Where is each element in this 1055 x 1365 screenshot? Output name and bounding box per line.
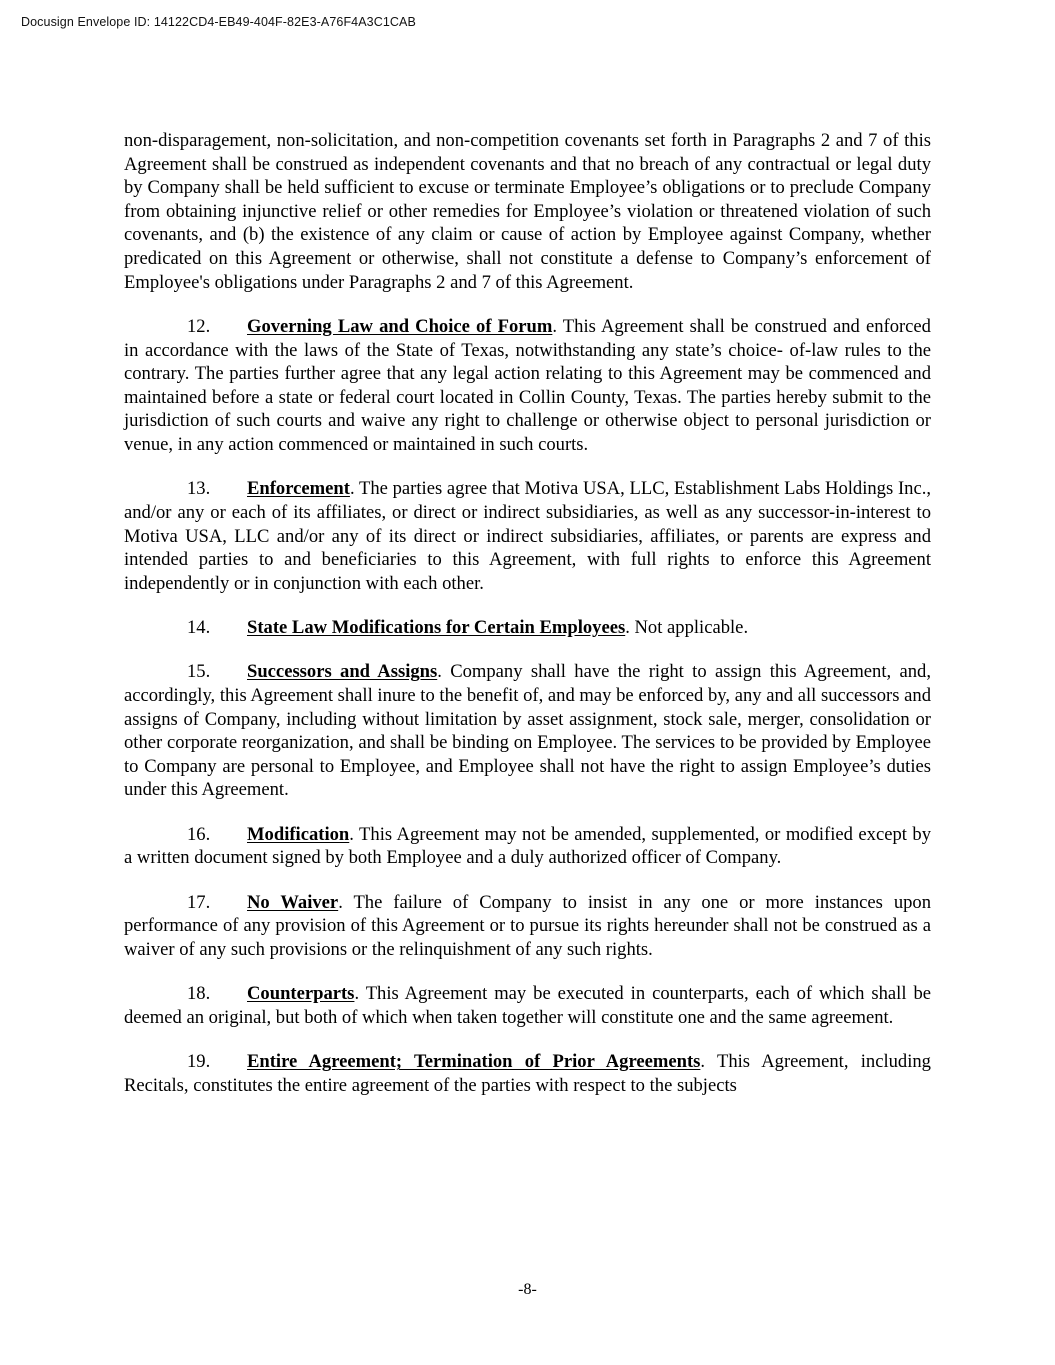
section-body: . This Agreement, including Recitals, constitutes the entire agreement of the parties with respect to the subjects	[124, 1051, 931, 1096]
section-body: . The parties agree that Motiva USA, LLC, Establishment Labs Holdings Inc., and/or any or each of its affiliates, or direct or indirect subsidiaries, as well as any successor-in-interest to Motiva USA, LLC and/or any of its direct or indirect subsidiaries, affiliates, or parents are express and intended parties to and beneficiaries to this Agreement, with full rights to enforce this Agreement independently or in conjunction with each other.	[124, 478, 931, 594]
section-17	[124, 891, 931, 962]
section-body: . This Agreement shall be construed and enforced in accordance with the laws of the State of Texas, notwithstanding any state’s choice- of-law rules to the contrary. The parties further agree that any legal action relating to this Agreement may be commenced and maintained before a state or federal court located in Collin County, Texas. The parties hereby submit to the jurisdiction of such courts and waive any right to challenge or otherwise object to personal jurisdiction or venue, in any action commenced or maintained in such courts.	[124, 315, 931, 455]
section-body: . This Agreement may be executed in counterparts, each of which shall be deemed an original, but both of which when taken together will constitute one and the same agreement.	[124, 983, 931, 1028]
section-number: 19.	[187, 1051, 211, 1073]
section-12	[124, 315, 931, 457]
section-number: 14.	[187, 617, 211, 639]
section-heading: No Waiver	[247, 891, 339, 913]
section-heading: Modification	[247, 823, 350, 845]
section-body: . Company shall have the right to assign this Agreement, and, accordingly, this Agreement shall inure to the benefit of, and may be enforced by, any and all successors and assigns of Company, including without limitation by asset assignment, stock sale, merger, consolidation or other corporate reorganization, and shall be binding on Employee. The services to be provided by Employee to Company are personal to Employee, and Employee shall not have the right to assign Employee’s duties under this Agreement.	[124, 661, 931, 801]
section-number: 12.	[187, 315, 211, 337]
section-heading: Entire Agreement; Termination of Prior Agreements	[247, 1051, 701, 1073]
section-heading: State Law Modifications for Certain Employees	[247, 617, 626, 639]
section-heading: Successors and Assigns	[247, 661, 438, 683]
intro-paragraph: non-disparagement, non-solicitation, and non-competition covenants set forth in Paragraphs 2 and 7 of this Agreement shall be construed as independent covenants and that no breach of any contractual or legal duty by Company shall be held sufficient to excuse or terminate Employee’s obligations or to preclude Company from obtaining injunctive relief or other remedies for Employee’s violation or threatened violation of such covenants, and (b) the existence of any claim or cause of action by Employee against Company, whether predicated on this Agreement or otherwise, shall not constitute a defense to Company’s enforcement of Employee's obligations under Paragraphs 2 and 7 of this Agreement.	[124, 130, 931, 293]
section-body: . The failure of Company to insist in any one or more instances upon performance of any provision of this Agreement or to pursue its rights hereunder shall not be construed as a waiver of any such provisions or the relinquishment of any such rights.	[124, 891, 932, 960]
page-number: -8-	[518, 1281, 537, 1298]
section-heading: Enforcement	[247, 478, 350, 500]
section-15	[124, 660, 931, 802]
section-13	[124, 477, 931, 595]
document-body	[124, 129, 931, 1098]
section-body: . Not applicable.	[625, 617, 749, 639]
section-number: 15.	[187, 661, 211, 683]
section-16	[124, 823, 931, 870]
section-18	[124, 982, 931, 1029]
section-number: 16.	[187, 823, 211, 845]
section-body: . This Agreement may not be amended, supplemented, or modified except by a written document signed by both Employee and a duly authorized officer of Company.	[124, 823, 931, 869]
section-number: 18.	[187, 983, 211, 1005]
section-heading: Governing Law and Choice of Forum	[247, 315, 553, 337]
section-number: 13.	[187, 478, 211, 500]
section-number: 17.	[187, 891, 211, 913]
section-heading: Counterparts	[247, 983, 355, 1005]
envelope-id-header: Docusign Envelope ID: 14122CD4-EB49-404F-82E3-A76F4A3C1CAB	[21, 15, 416, 29]
section-19	[124, 1050, 931, 1097]
section-14	[124, 616, 931, 640]
